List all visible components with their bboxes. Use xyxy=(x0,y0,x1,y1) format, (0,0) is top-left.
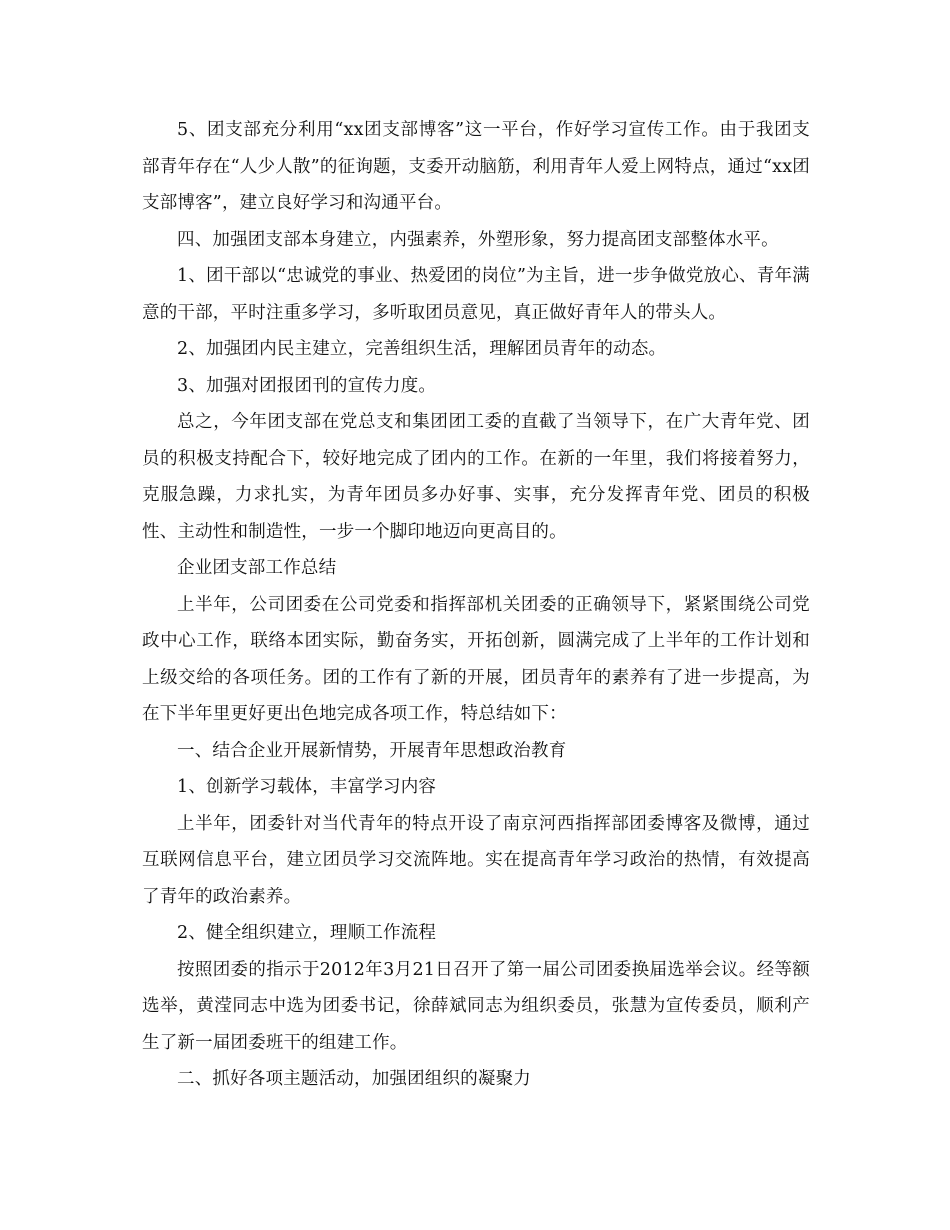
paragraph-intro: 上半年，公司团委在公司党委和指挥部机关团委的正确领导下，紧紧围绕公司党政中心工作，联络本团实际，勤奋务实，开拓创新，圆满完成了上半年的工作计划和上级交给的各项任务。团的工作有了新的开展，团员青年的素养有了进一步提高，为在下半年里更好更出色地完成各项工作，特总结如下： xyxy=(142,594,810,724)
subheading-2-organization: 2、健全组织建立，理顺工作流程 xyxy=(177,923,437,943)
paragraph-conclusion: 总之，今年团支部在党总支和集团团工委的直截了当领导下，在广大青年党、团员的积极支持配合下，较好地完成了团内的工作。在新的一年里，我们将接着努力，克服急躁，力求扎实，为青年团员多办好事、实事，充分发挥青年党、团员的积极性、主动性和制造性，一步一个脚印地迈向更高目的。 xyxy=(142,412,810,542)
section-heading-one: 一、结合企业开展新情势，开展青年思想政治教育 xyxy=(177,740,567,761)
document-body xyxy=(142,112,810,1098)
document-subtitle: 企业团支部工作总结 xyxy=(177,558,337,578)
paragraph-learning: 上半年，团委针对当代青年的特点开设了南京河西指挥部团委博客及微博，通过互联网信息平台，建立团员学习交流阵地。实在提高青年学习政治的热情，有效提高了青年的政治素养。 xyxy=(142,813,810,907)
paragraph-item-5-blog: 5、团支部充分利用“xx团支部博客”这一平台，作好学习宣传工作。由于我团支部青年存在“人少人散”的征询题，支委开动脑筋，利用青年人爱上网特点，通过“xx团支部博客”，建立良好学习和沟通平台。 xyxy=(142,120,810,213)
section-heading-four: 四、加强团支部本身建立，内强素养，外塑形象，努力提高团支部整体水平。 xyxy=(177,229,779,250)
paragraph-item-3-publicity: 3、加强对团报团刊的宣传力度。 xyxy=(177,375,437,396)
paragraph-election: 按照团委的指示于2012年3月21日召开了第一届公司团委换届选举会议。经等额选举，黄滢同志中选为团委书记，徐薛斌同志为组织委员，张慧为宣传委员，顺利产生了新一届团委班干的组建工作。 xyxy=(142,959,810,1053)
subheading-1-learning: 1、创新学习载体，丰富学习内容 xyxy=(177,777,437,797)
paragraph-item-2-democracy: 2、加强团内民主建立，完善组织生活，理解团员青年的动态。 xyxy=(177,339,667,359)
section-heading-two: 二、抓好各项主题活动，加强团组织的凝聚力 xyxy=(177,1069,531,1089)
paragraph-item-1-cadres: 1、团干部以“忠诚党的事业、热爱团的岗位”为主旨，进一步争做党放心、青年满意的干部，平时注重多学习，多听取团员意见，真正做好青年人的带头人。 xyxy=(142,266,810,323)
